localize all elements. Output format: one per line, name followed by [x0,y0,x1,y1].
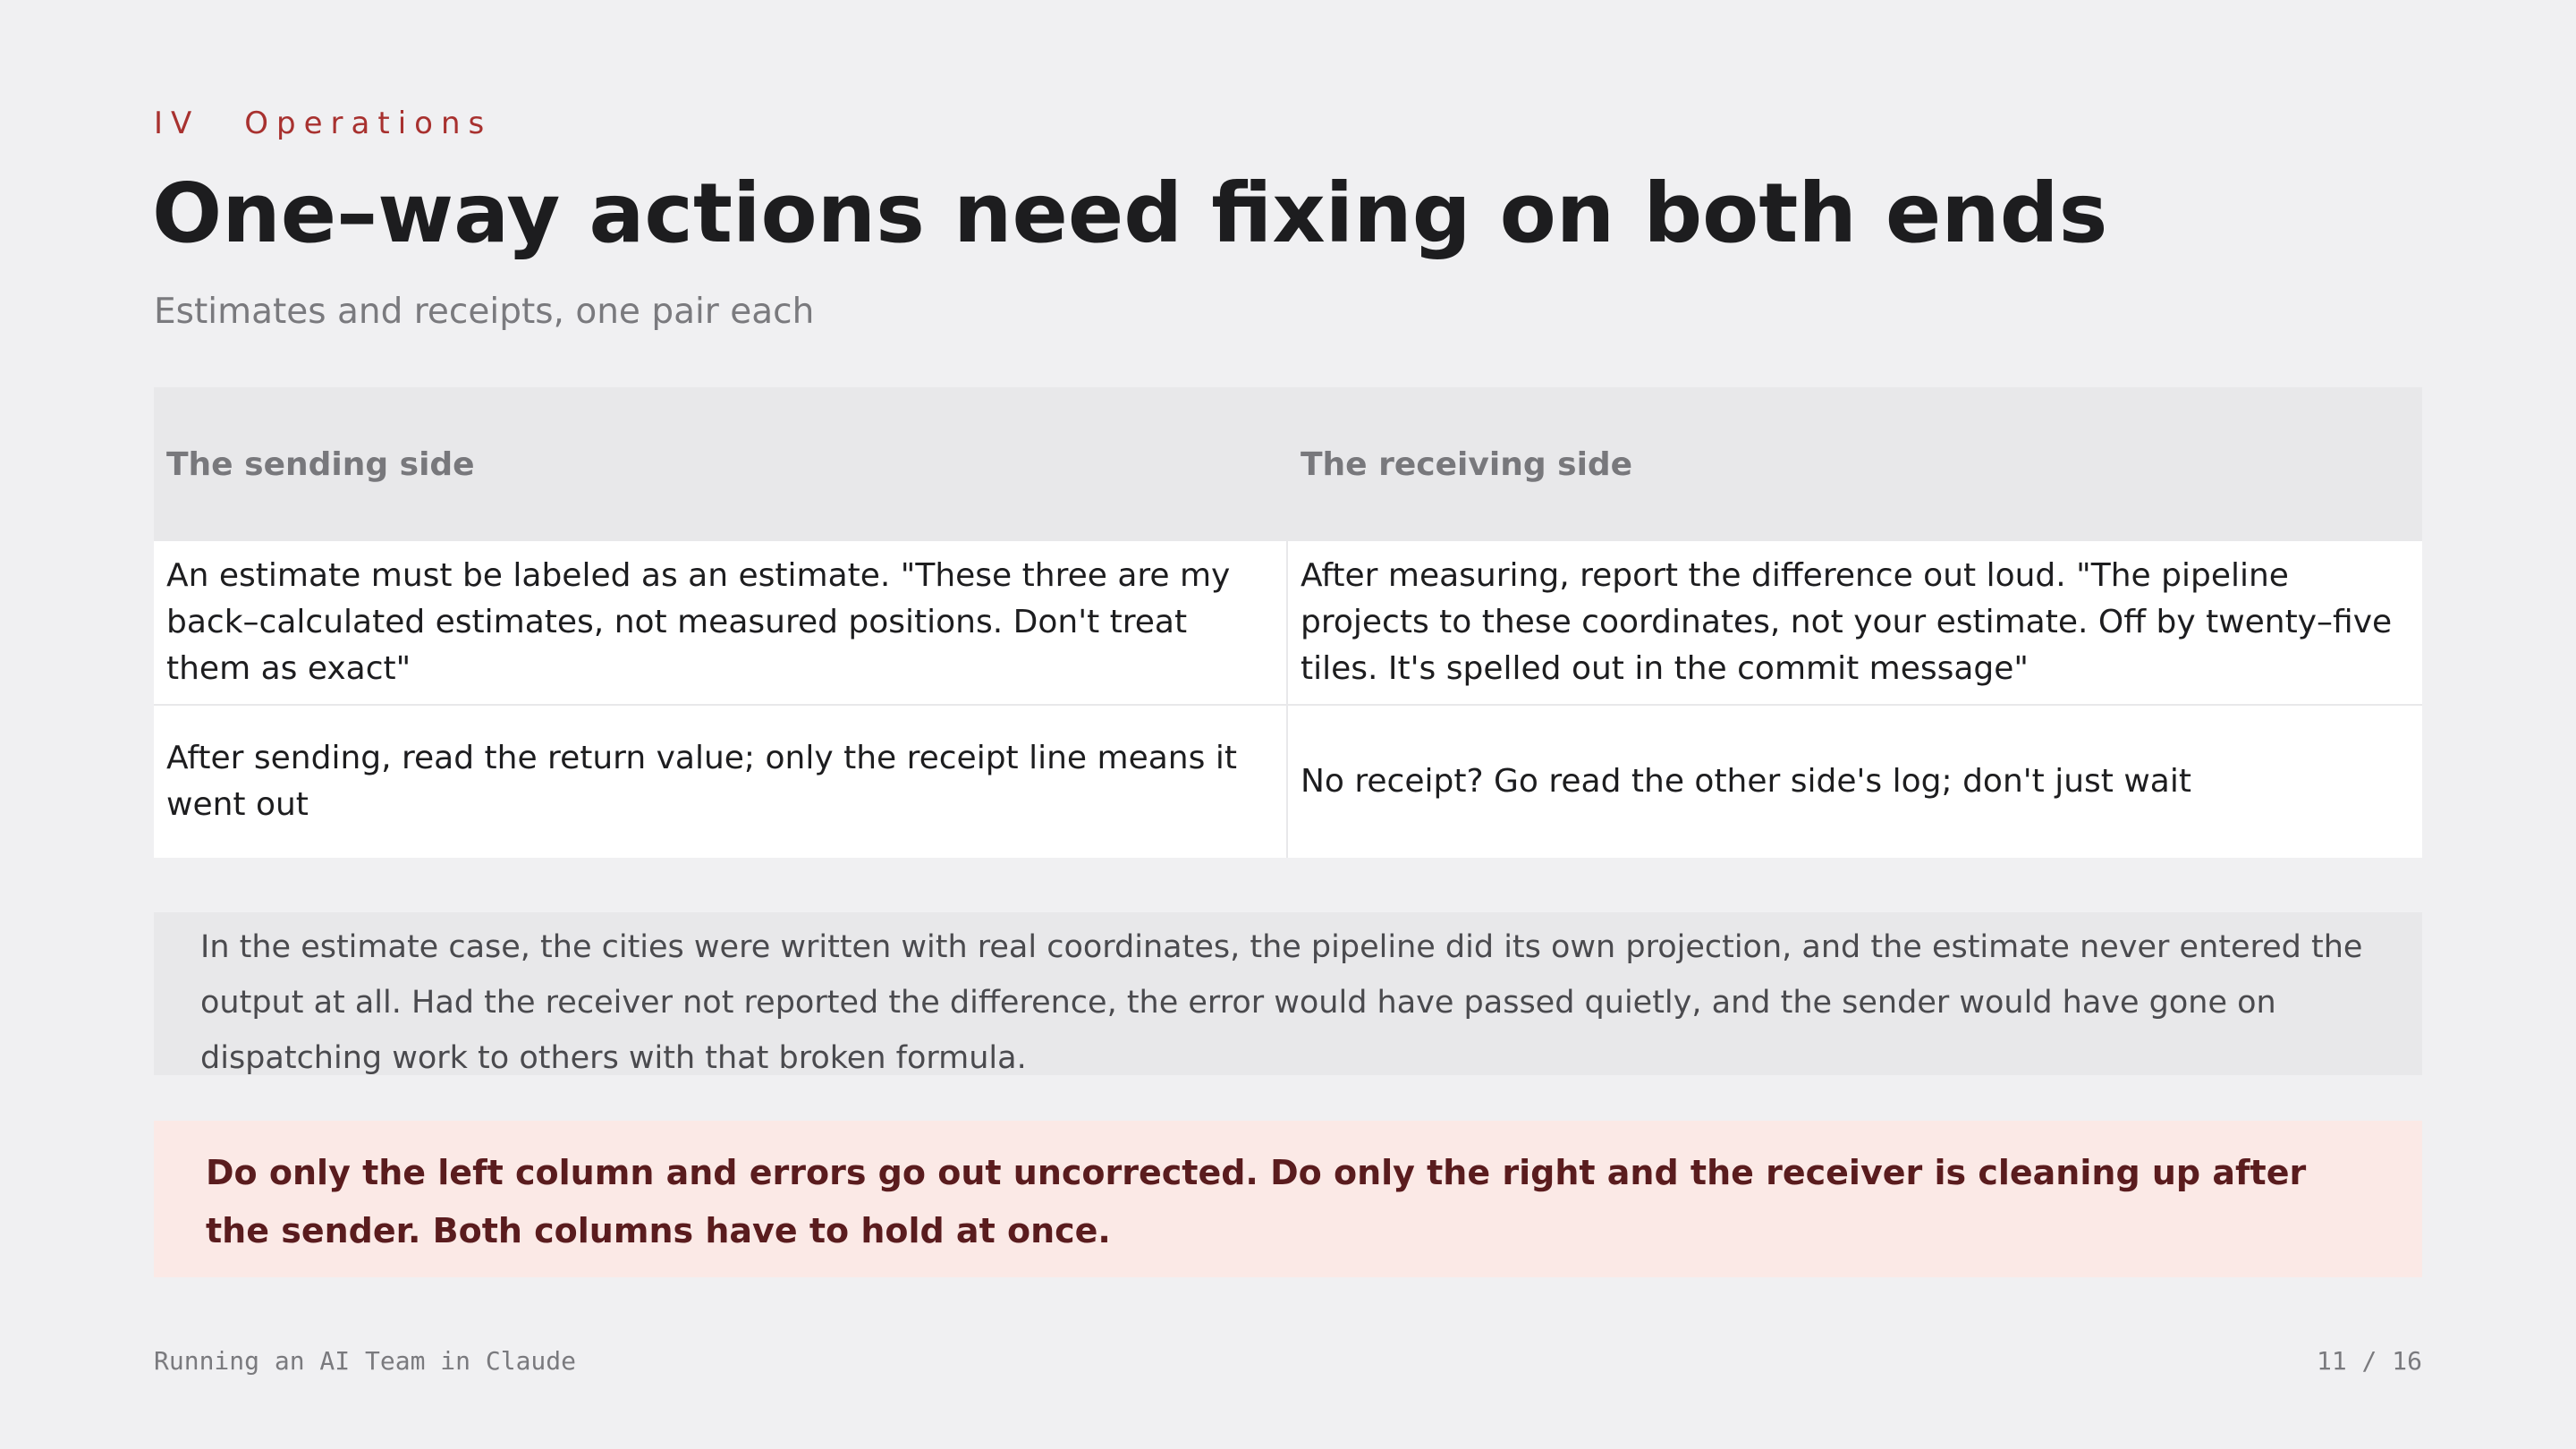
table-cell: No receipt? Go read the other side's log; don't just wait [1287,705,2422,858]
note-box: In the estimate case, the cities were written with real coordinates, the pipeline did its own projection, and the estimate never entered the output at all. Had the receiver not reported the difference, the error would have passed quietly, and the sender would have gone on dispatching work to others with that broken formula. [154,912,2422,1075]
slide-title: One–way actions need fixing on both ends [152,165,2108,261]
section-number: IV [154,106,200,141]
table-row [154,705,2422,858]
slide-subtitle: Estimates and receipts, one pair each [154,292,815,332]
footer-deck-title: Running an AI Team in Claude [154,1346,577,1376]
table-header-row [154,387,2422,541]
comparison-table [154,387,2422,858]
header-sending-side: The sending side [154,387,1287,541]
table-cell: An estimate must be labeled as an estimate. "These three are my back–calculated estimates, not measured positions. Don't treat them as exact" [154,541,1287,705]
callout-box: Do only the left column and errors go out uncorrected. Do only the right and the receiver is cleaning up after the sender. Both columns have to hold at once. [154,1121,2422,1277]
table-cell: After sending, read the return value; only the receipt line means it went out [154,705,1287,858]
table-row [154,541,2422,705]
header-receiving-side: The receiving side [1287,387,2422,541]
section-name: Operations [244,106,493,141]
section-label [154,106,492,141]
table-cell: After measuring, report the difference out loud. "The pipeline projects to these coordinates, not your estimate. Off by twenty–five tiles. It's spelled out in the commit message" [1287,541,2422,705]
page-number: 11 / 16 [2316,1346,2422,1376]
